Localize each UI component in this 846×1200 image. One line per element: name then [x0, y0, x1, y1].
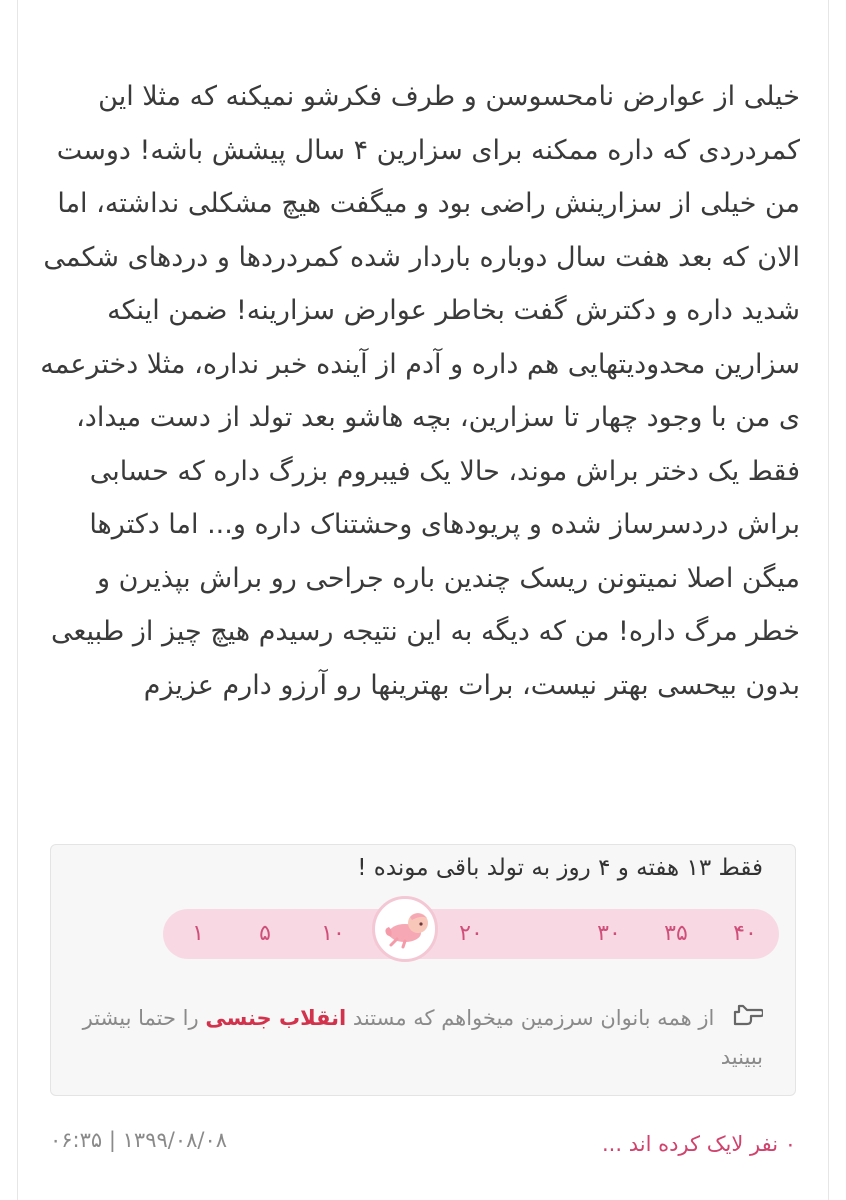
scale-label: ۴۰	[733, 921, 757, 946]
post-date: ۱۳۹۹/۰۸/۰۸ | ۰۶:۳۵	[50, 1128, 228, 1152]
scale-label: ۱۰	[321, 921, 345, 946]
pointing-hand-icon	[733, 1000, 763, 1038]
scale-label: ۲۰	[459, 921, 483, 946]
promo-message	[81, 999, 763, 1076]
post-text: خیلی از عوارض نامحسوسن و طرف فکرشو نمیکنه که مثلا این کمردردی که داره ممکنه برای سزارین ۴ سال پیشش باشه! دوست من خیلی از سزارینش راضی بود و میگفت هیچ مشکلی نداشته، اما الان که بعد هفت سال دوباره باردار شده کمردردها و دردهای شکمی شدید داره و دکترش گفت بخاطر عوارض سزارینه! ضمن اینکه سزارین محدودیتهایی هم داره و آدم از آینده خبر نداره، مثلا دخترعمه ی من با وجود چهار تا سزارین، بچه هاشو بعد تولد از دست میداد، فقط یک دختر براش موند، حالا یک فیبروم بزرگ داره که حسابی براش دردسرساز شده و پریودهای وحشتناک داره و... اما دکترها میگن اصلا نمیتونن ریسک چندین باره جراحی رو براش بپذیرن و خطر مرگ داره! من که دیگه به این نتیجه رسیدم هیچ چیز از طبیعی بدون بیحسی بهتر نیست، برات بهترینها رو آرزو دارم عزیزم	[40, 81, 800, 701]
pregnancy-progress-track	[163, 909, 779, 959]
scale-label: ۳۵	[664, 921, 688, 946]
scale-label: ۱	[192, 921, 204, 946]
documentary-link[interactable]: انقلاب جنسی	[205, 1006, 347, 1030]
post-body	[40, 70, 800, 712]
scale-label: ۵	[259, 921, 271, 946]
pregnancy-widget	[50, 844, 796, 1096]
countdown-text: فقط ۱۳ هفته و ۴ روز به تولد باقی مونده !	[357, 855, 763, 881]
scale-label: ۳۰	[597, 921, 621, 946]
baby-marker	[372, 896, 438, 962]
promo-text-after: را حتما بیشتر ببینید	[82, 1006, 763, 1069]
likes-link[interactable]: ۰ نفر لایک کرده اند ...	[602, 1132, 796, 1156]
baby-icon	[381, 909, 431, 949]
promo-text-before: از همه بانوان سرزمین میخواهم که مستند	[352, 1006, 715, 1030]
